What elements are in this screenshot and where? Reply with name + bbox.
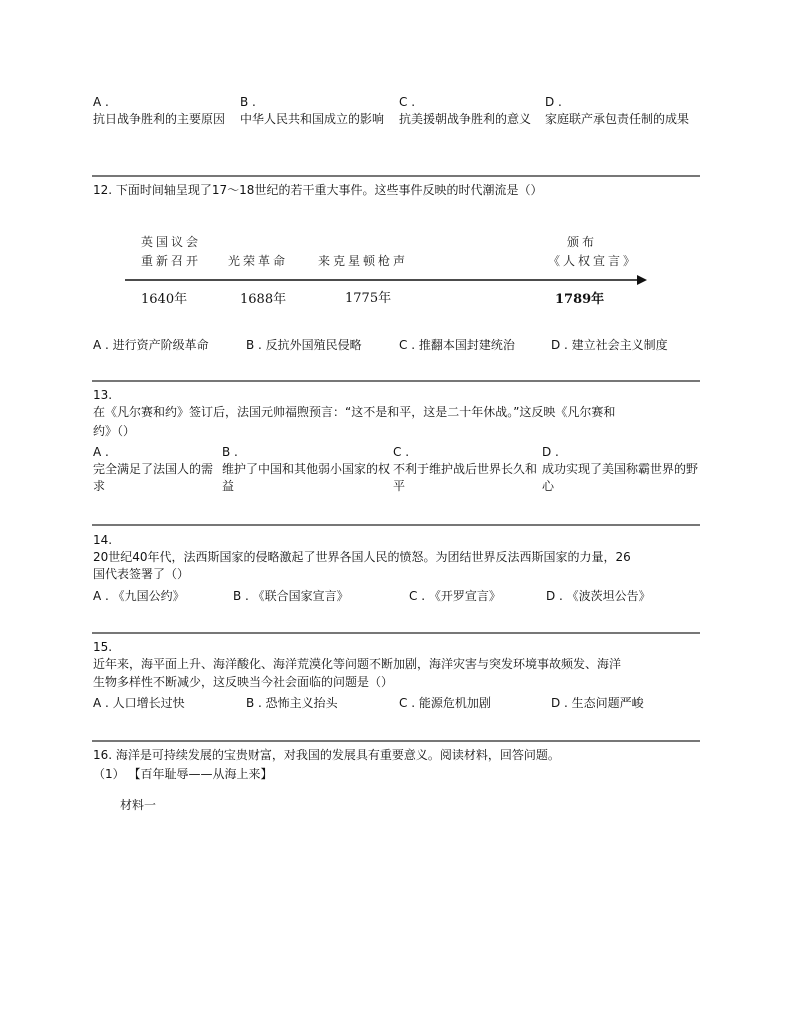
timeline-event-label-4a: 颁布 <box>567 235 598 249</box>
question-divider <box>92 524 700 526</box>
q13-option-d-label: D . <box>542 445 559 459</box>
q14-number: 14. <box>93 533 113 547</box>
question-divider <box>92 175 700 177</box>
q11-option-c-text: 抗美援朝战争胜利的意义 <box>399 112 532 126</box>
q15-number: 15. <box>93 640 113 654</box>
timeline-arrow <box>115 272 655 288</box>
timeline-event-label-1b: 重新召开 <box>141 254 202 268</box>
q13-number: 13. <box>93 388 113 402</box>
q13-option-a-label: A . <box>93 445 109 459</box>
timeline-year-4: 1789年 <box>555 292 605 307</box>
q14-stem-line1: 20世纪40年代，法西斯国家的侵略激起了世界各国人民的愤怒。为团结世界反法西斯国家的力量，26 <box>93 550 631 564</box>
q13-option-a-text: 完全满足了法国人的需求 <box>93 462 214 493</box>
timeline-event-label-1a: 英国议会 <box>141 235 202 249</box>
q13-stem-line1: 在《凡尔赛和约》签订后，法国元帅福煦预言：“这不是和平，这是二十年休战。”这反映《凡尔赛和 <box>93 405 616 419</box>
q13-option-c-label: C . <box>393 445 410 459</box>
q12-timeline <box>115 220 655 315</box>
timeline-year-3: 1775年 <box>345 291 392 306</box>
q15-option-b: B . 恐怖主义抬头 <box>246 696 338 710</box>
q13-option-b-label: B . <box>222 445 238 459</box>
q15-stem-line1: 近年来，海平面上升、海洋酸化、海洋荒漠化等问题不断加剧，海洋灾害与突发环境事故频发、海洋 <box>93 657 622 671</box>
q11-option-b-text: 中华人民共和国成立的影响 <box>240 112 385 126</box>
q15-stem-line2: 生物多样性不断减少，这反映当今社会面临的问题是（） <box>93 675 394 689</box>
q11-option-c-label: C . <box>399 95 416 109</box>
q11-option-d-label: D . <box>545 95 562 109</box>
timeline-event-label-4b: 《人权宣言》 <box>548 254 639 268</box>
q14-option-c: C . 《开罗宣言》 <box>409 589 501 603</box>
q14-stem-line2: 国代表签署了（） <box>93 567 190 581</box>
q15-option-d: D . 生态问题严峻 <box>551 696 644 710</box>
timeline-year-2: 1688年 <box>240 292 287 307</box>
q16-subquestion-1: （1） 【百年耻辱——从海上来】 <box>93 767 273 781</box>
q11-option-b-label: B . <box>240 95 256 109</box>
q12-stem: 12. 下面时间轴呈现了17～18世纪的若干重大事件。这些事件反映的时代潮流是（） <box>93 183 543 197</box>
q16-material-label: 材料一 <box>120 798 157 812</box>
q13-option-d-text: 成功实现了美国称霸世界的野心 <box>542 462 699 493</box>
q11-option-d-text: 家庭联产承包责任制的成果 <box>545 112 690 126</box>
q14-option-a: A . 《九国公约》 <box>93 589 185 603</box>
q11-option-a-text: 抗日战争胜利的主要原因 <box>93 112 226 126</box>
timeline-year-1: 1640年 <box>141 292 188 307</box>
q12-option-c: C . 推翻本国封建统治 <box>399 338 515 352</box>
q15-option-a: A . 人口增长过快 <box>93 696 185 710</box>
q13-option-b-text: 维护了中国和其他弱小国家的权益 <box>222 462 391 493</box>
timeline-event-label-2: 光荣革命 <box>228 254 289 268</box>
q11-option-a-label: A . <box>93 95 109 109</box>
q13-stem-line2: 约》（） <box>93 424 136 438</box>
q15-option-c: C . 能源危机加剧 <box>399 696 491 710</box>
question-divider <box>92 740 700 742</box>
timeline-event-label-3: 来克星顿枪声 <box>318 254 409 268</box>
q16-stem: 16. 海洋是可持续发展的宝贵财富，对我国的发展具有重要意义。阅读材料，回答问题。 <box>93 748 560 762</box>
q12-option-d: D . 建立社会主义制度 <box>551 338 668 352</box>
q14-option-b: B . 《联合国家宣言》 <box>233 589 349 603</box>
q13-option-c-text: 不利于维护战后世界长久和平 <box>393 462 538 493</box>
q12-option-a: A . 进行资产阶级革命 <box>93 338 209 352</box>
question-divider <box>92 632 700 634</box>
q14-option-d: D . 《波茨坦公告》 <box>546 589 651 603</box>
q12-option-b: B . 反抗外国殖民侵略 <box>246 338 362 352</box>
question-divider <box>92 380 700 382</box>
